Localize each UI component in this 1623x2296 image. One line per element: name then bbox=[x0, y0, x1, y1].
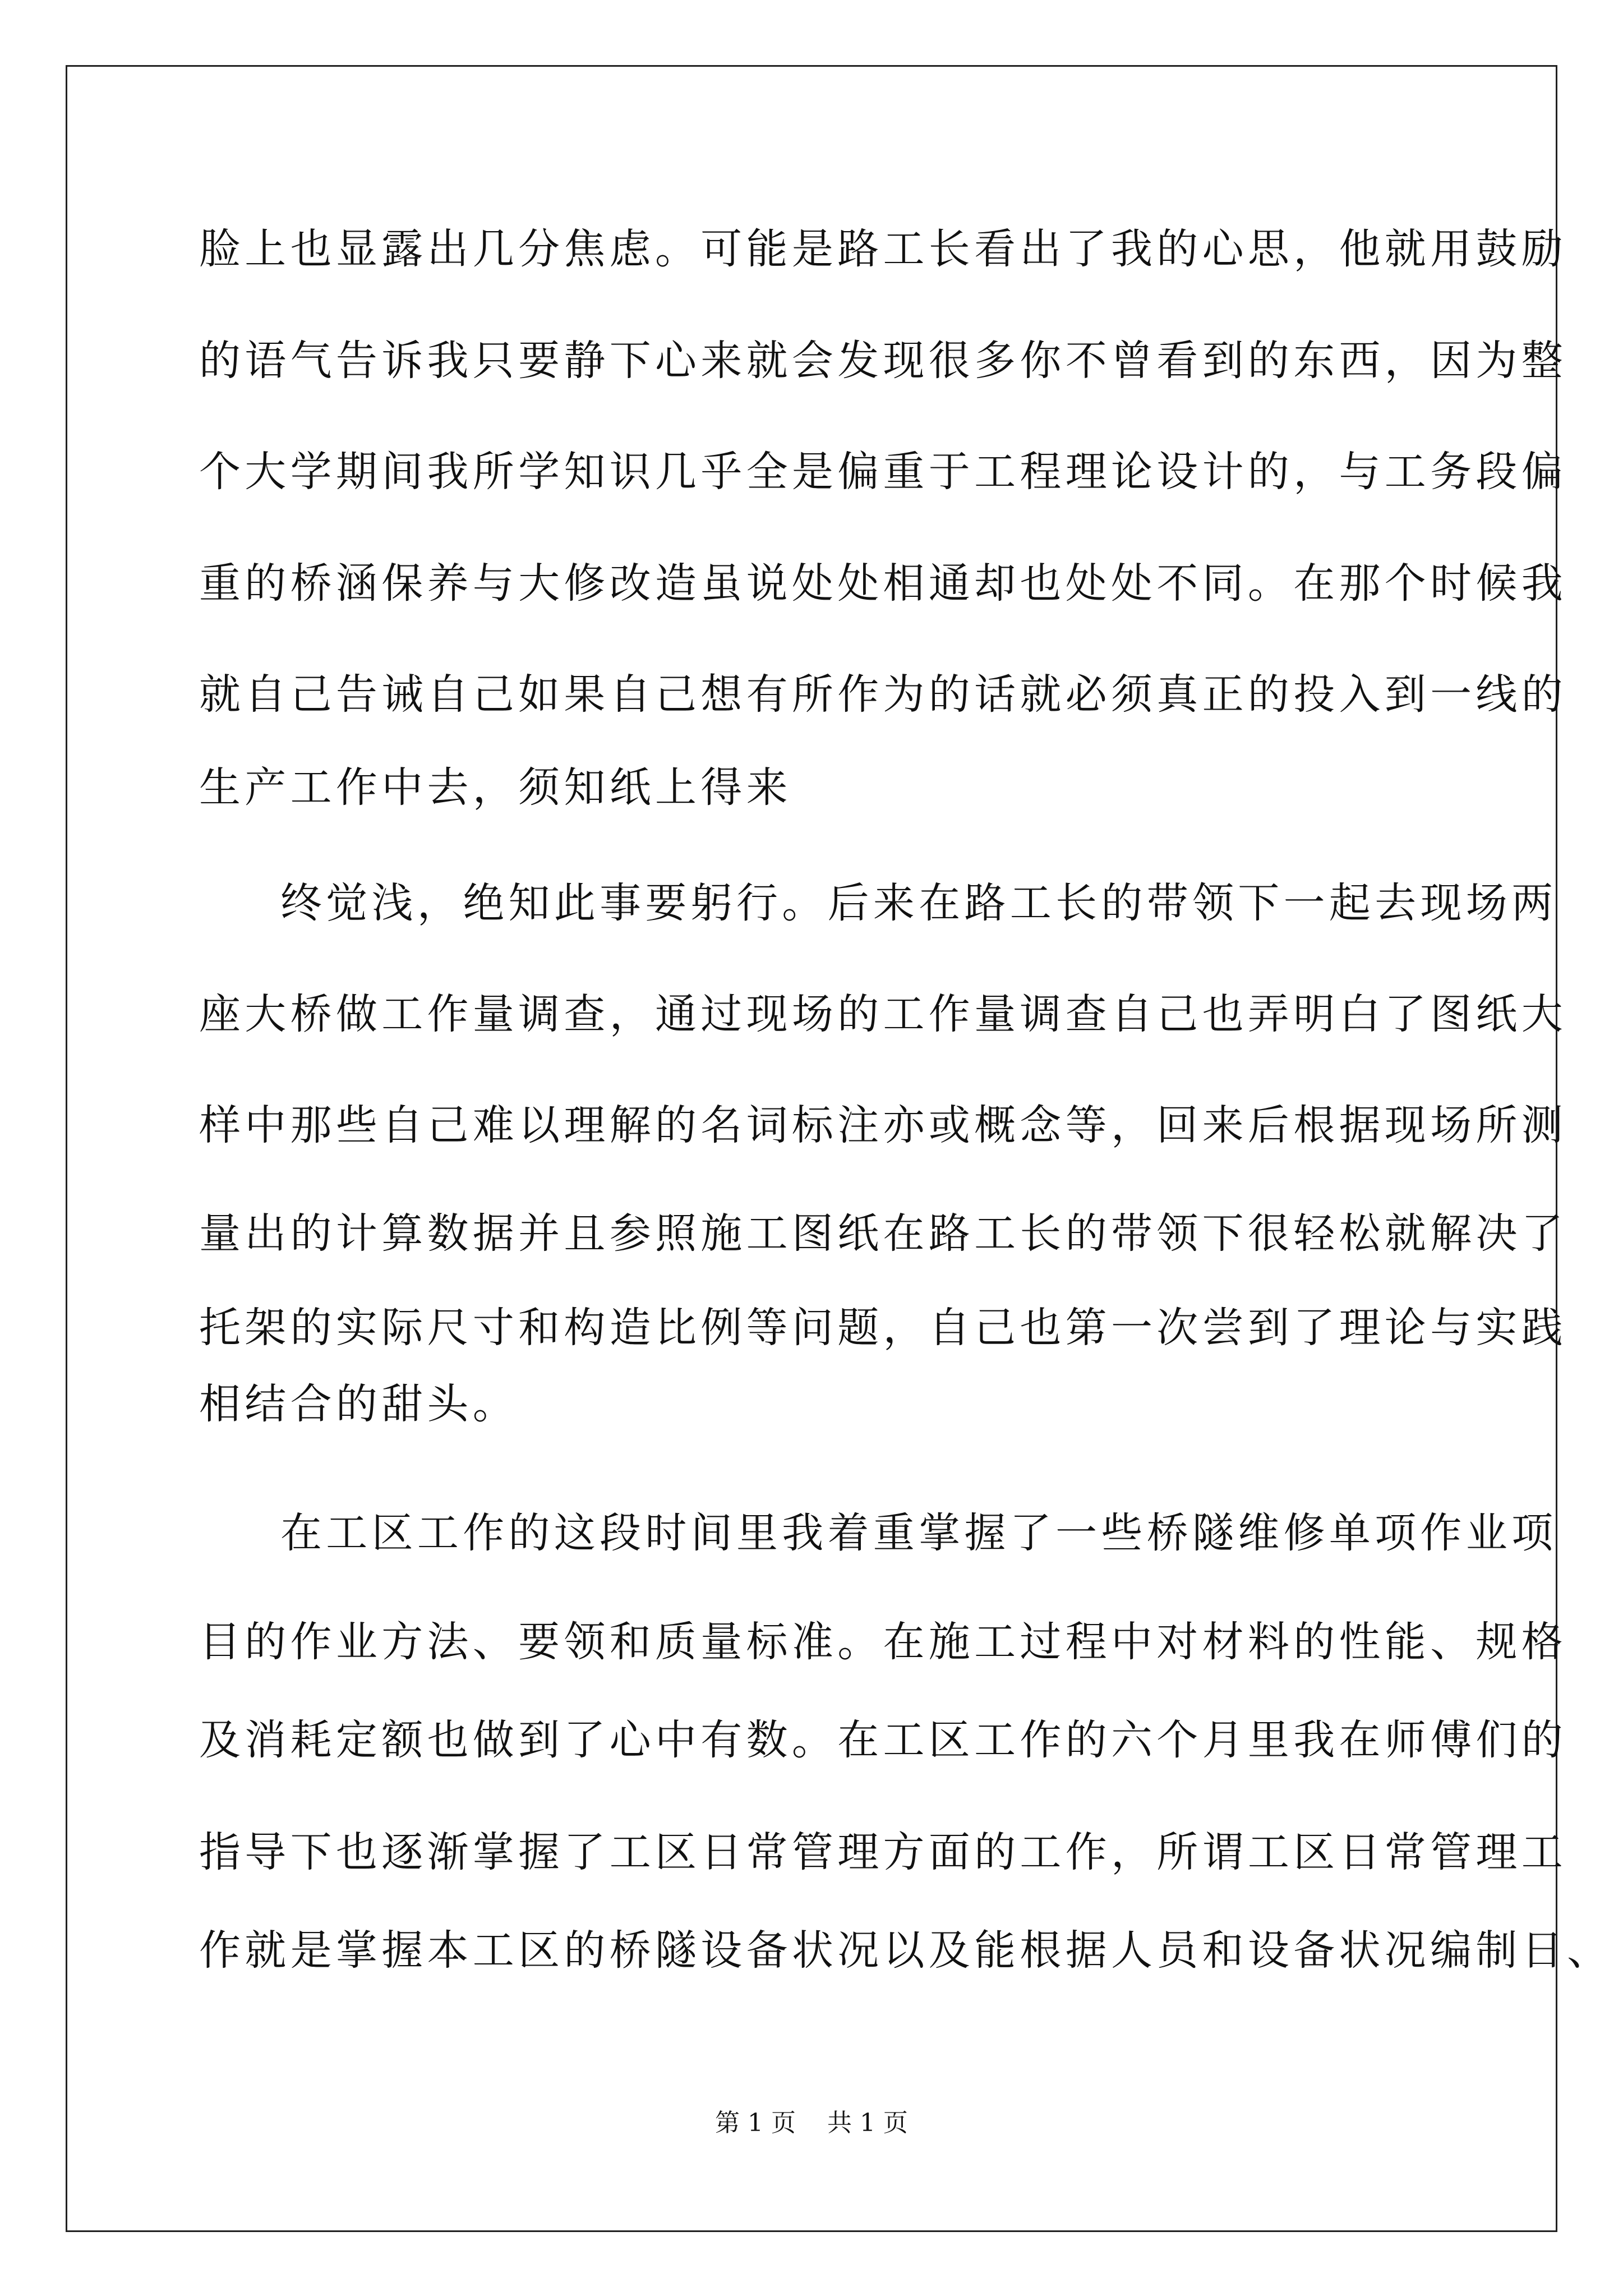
text-line: 的语气告诉我只要静下心来就会发现很多你不曾看到的东西，因为整 bbox=[199, 337, 1567, 385]
text-line: 就自己告诫自己如果自己想有所作为的话就必须真正的投入到一线的 bbox=[199, 670, 1567, 719]
paragraph-first-line: 终觉浅，绝知此事要躬行。后来在路工长的带领下一起去现场两 bbox=[280, 879, 1557, 927]
text-line: 座大桥做工作量调查，通过现场的工作量调查自己也弄明白了图纸大 bbox=[199, 990, 1567, 1038]
page-number-footer: 第 1 页 共 1 页 bbox=[715, 2109, 908, 2137]
paragraph-first-line: 在工区工作的这段时间里我着重掌握了一些桥隧维修单项作业项 bbox=[280, 1509, 1557, 1557]
text-line: 托架的实际尺寸和构造比例等问题，自己也第一次尝到了理论与实践 bbox=[199, 1304, 1567, 1352]
text-line: 生产工作中去，须知纸上得来 bbox=[199, 763, 792, 812]
text-line: 个大学期间我所学知识几乎全是偏重于工程理论设计的，与工务段偏 bbox=[199, 448, 1567, 496]
text-line: 脸上也显露出几分焦虑。可能是路工长看出了我的心思，他就用鼓励 bbox=[199, 225, 1567, 273]
text-line: 相结合的甜头。 bbox=[199, 1380, 519, 1428]
text-line: 及消耗定额也做到了心中有数。在工区工作的六个月里我在师傅们的 bbox=[199, 1716, 1567, 1764]
text-line: 作就是掌握本工区的桥隧设备状况以及能根据人员和设备状况编制日、 bbox=[199, 1926, 1613, 1975]
text-line: 样中那些自己难以理解的名词标注亦或概念等，回来后根据现场所测 bbox=[199, 1101, 1567, 1149]
text-line: 指导下也逐渐掌握了工区日常管理方面的工作，所谓工区日常管理工 bbox=[199, 1828, 1567, 1876]
text-line: 目的作业方法、要领和质量标准。在施工过程中对材料的性能、规格 bbox=[199, 1618, 1567, 1666]
text-line: 量出的计算数据并且参照施工图纸在路工长的带领下很轻松就解决了 bbox=[199, 1209, 1567, 1258]
text-line: 重的桥涵保养与大修改造虽说处处相通却也处处不同。在那个时候我 bbox=[199, 559, 1567, 608]
